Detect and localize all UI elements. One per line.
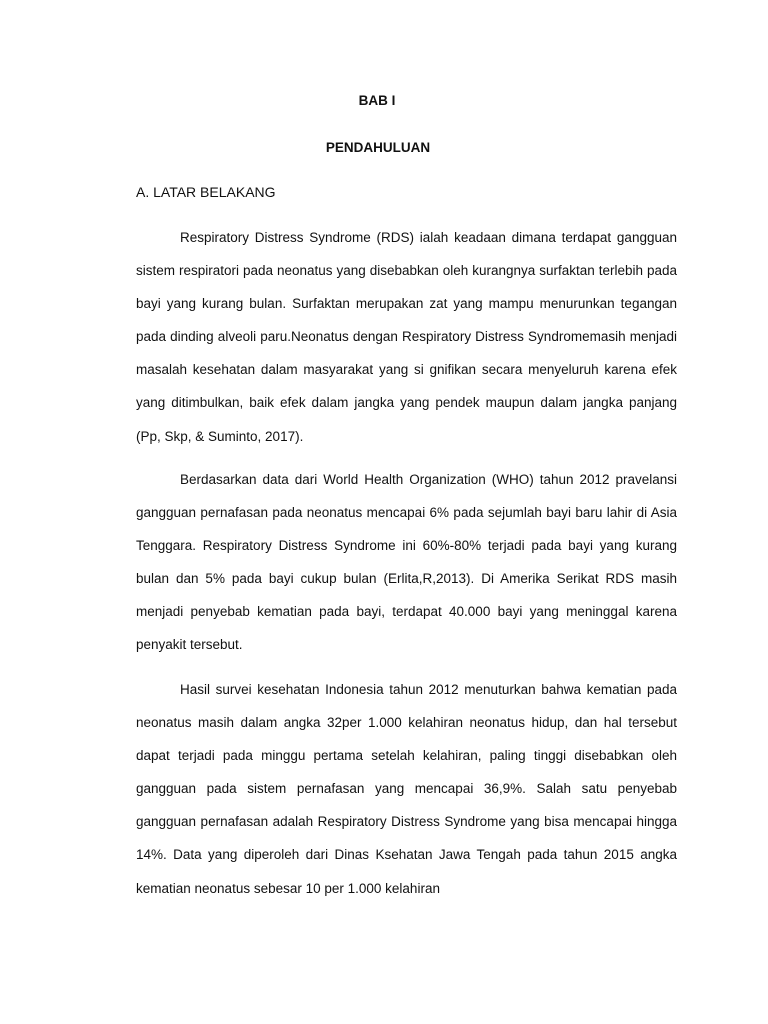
paragraph-2: Berdasarkan data dari World Health Organization (WHO) tahun 2012 pravelansi gangguan pernafasan pada neonatus mencapai 6% pada sejumlah bayi baru lahir di Asia Tenggara. Respiratory Distress Syndrome ini 60%-80% terjadi pada bayi yang kurang bulan dan 5% pada bayi cukup bulan (Erlita,R,2013). Di Amerika Serikat RDS masih menjadi penyebab kematian pada bayi, terdapat 40.000 bayi yang meninggal karena penyakit tersebut. [136, 472, 677, 653]
chapter-number: BAB I [358, 93, 396, 108]
paragraph-1: Respiratory Distress Syndrome (RDS) ialah keadaan dimana terdapat gangguan sistem respiratori pada neonatus yang disebabkan oleh kurangnya surfaktan terlebih pada bayi yang kurang bulan. Surfaktan merupakan zat yang mampu menurunkan tegangan pada dinding alveoli paru.Neonatus dengan Respiratory Distress Syndromemasih menjadi masalah kesehatan dalam masyarakat yang si gnifikan secara menyeluruh karena efek yang ditimbulkan, baik efek dalam jangka yang pendek maupun dalam jangka panjang (Pp, Skp, & Suminto, 2017). [136, 230, 677, 444]
paragraph-3: Hasil survei kesehatan Indonesia tahun 2012 menuturkan bahwa kematian pada neonatus masih dalam angka 32per 1.000 kelahiran neonatus hidup, dan hal tersebut dapat terjadi pada minggu pertama setelah kelahiran, paling tinggi disebabkan oleh gangguan pada sistem pernafasan yang mencapai 36,9%. Salah satu penyebab gangguan pernafasan adalah Respiratory Distress Syndrome yang bisa mencapai hingga 14%. Data yang diperoleh dari Dinas Ksehatan Jawa Tengah pada tahun 2015 angka kematian neonatus sebesar 10 per 1.000 kelahiran [136, 682, 677, 896]
section-heading: A. LATAR BELAKANG [136, 184, 276, 200]
chapter-title: PENDAHULUAN [325, 140, 431, 155]
